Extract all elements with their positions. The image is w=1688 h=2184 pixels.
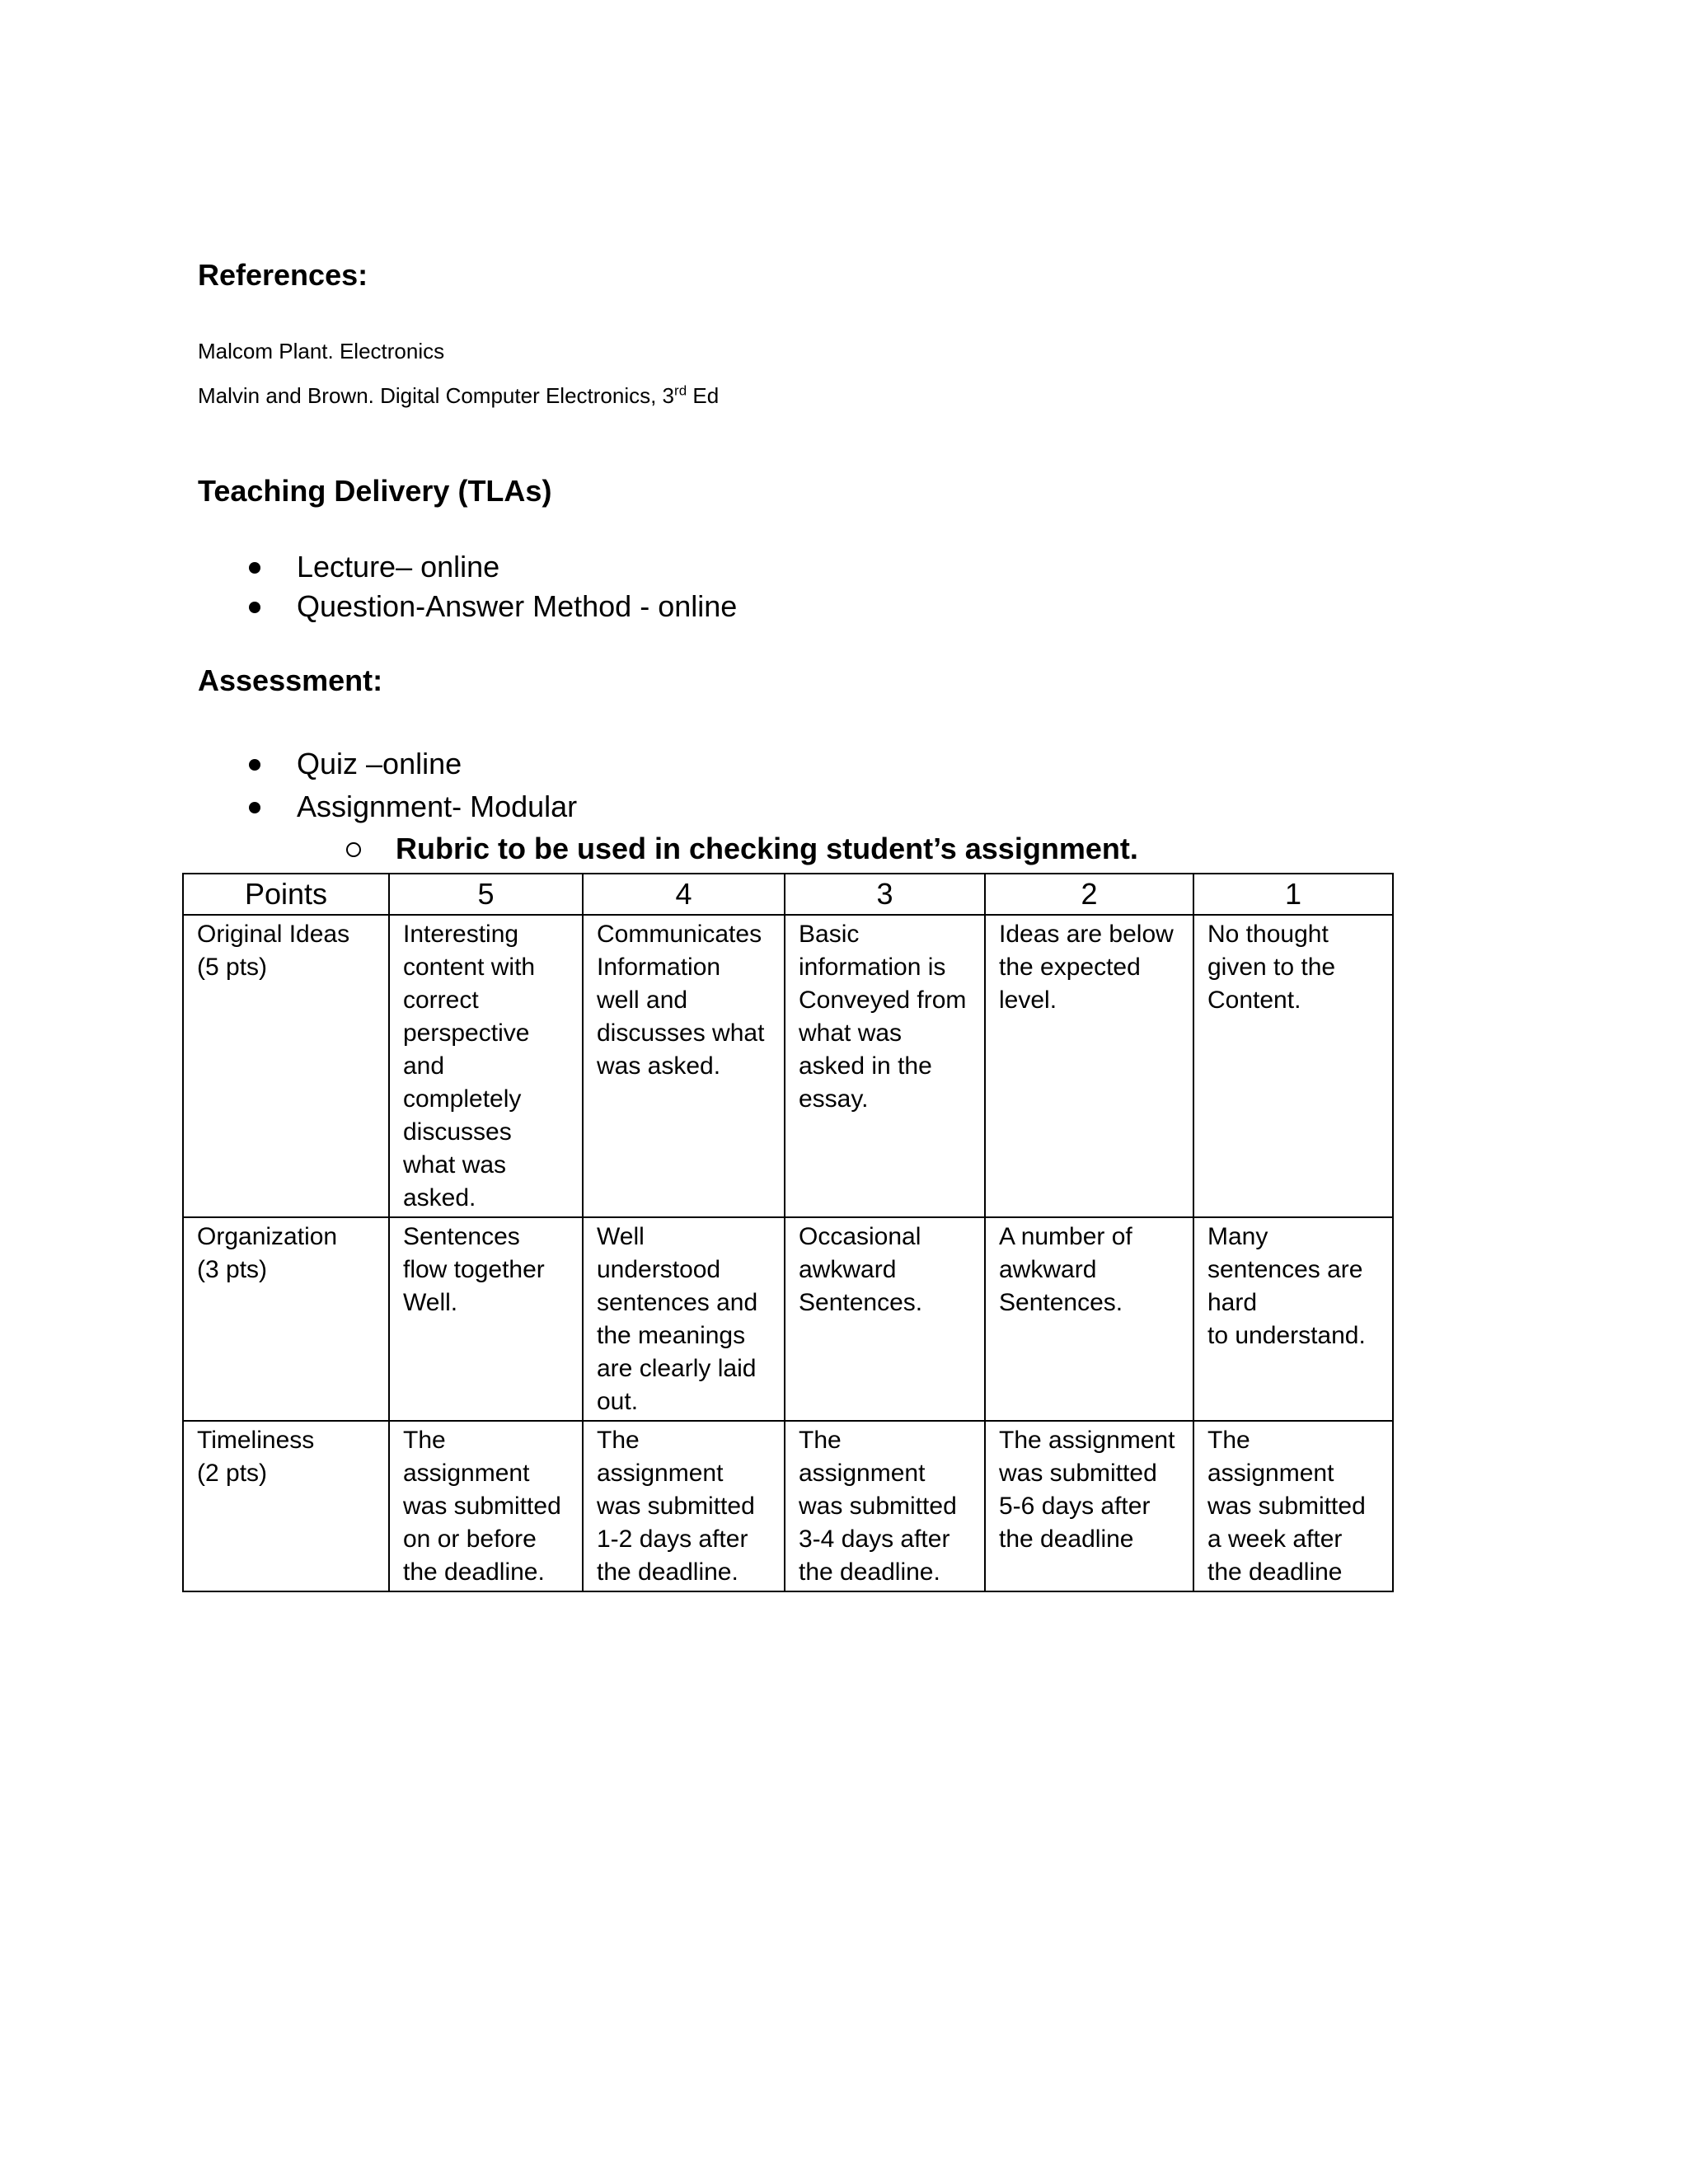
- bullet-icon: [249, 759, 260, 771]
- list-item-text: Question-Answer Method - online: [297, 589, 738, 623]
- references-heading: References:: [198, 258, 368, 292]
- table-cell: A number of awkward Sentences.: [985, 1217, 1193, 1421]
- rubric-caption: Rubric to be used in checking student’s assignment.: [396, 832, 1138, 865]
- criterion-cell: Original Ideas (5 pts): [183, 915, 389, 1217]
- table-cell: Occasional awkward Sentences.: [785, 1217, 985, 1421]
- teaching-delivery-heading: Teaching Delivery (TLAs): [198, 474, 552, 508]
- reference-suffix: Ed: [687, 383, 720, 408]
- assessment-heading: Assessment:: [198, 663, 383, 697]
- table-cell: Interesting content with correct perspective and completely discusses what was asked.: [389, 915, 583, 1217]
- rubric-table: [182, 873, 1394, 1592]
- reference-item-text: Malvin and Brown. Digital Computer Electronics, 3: [198, 383, 675, 408]
- circle-bullet-icon: [346, 842, 361, 857]
- table-cell: The assignment was submitted a week after the deadline: [1193, 1421, 1393, 1591]
- table-cell: The assignment was submitted on or before the deadline.: [389, 1421, 583, 1591]
- table-row: [183, 1217, 1393, 1421]
- reference-superscript: rd: [674, 382, 687, 399]
- table-cell: Communicates Information well and discusses what was asked.: [583, 915, 785, 1217]
- criterion-cell: Organization (3 pts): [183, 1217, 389, 1421]
- bullet-icon: [249, 602, 260, 613]
- column-header: Points: [183, 874, 389, 915]
- table-cell: Ideas are below the expected level.: [985, 915, 1193, 1217]
- table-cell: The assignment was submitted 3-4 days after the deadline.: [785, 1421, 985, 1591]
- table-row: [183, 915, 1393, 1217]
- column-header: 4: [583, 874, 785, 915]
- table-cell: The assignment was submitted 1-2 days after the deadline.: [583, 1421, 785, 1591]
- bullet-icon: [249, 562, 260, 574]
- reference-item: Malcom Plant. Electronics: [198, 339, 445, 363]
- criterion-cell: Timeliness (2 pts): [183, 1421, 389, 1591]
- table-row: [183, 1421, 1393, 1591]
- list-item-text: Quiz –online: [297, 747, 462, 780]
- column-header: 1: [1193, 874, 1393, 915]
- table-cell: Many sentences are hard to understand.: [1193, 1217, 1393, 1421]
- table-cell: No thought given to the Content.: [1193, 915, 1393, 1217]
- table-cell: The assignment was submitted 5-6 days after the deadline: [985, 1421, 1193, 1591]
- reference-item: [198, 383, 719, 409]
- table-header-row: [183, 874, 1393, 915]
- column-header: 3: [785, 874, 985, 915]
- column-header: 5: [389, 874, 583, 915]
- list-item-text: Assignment- Modular: [297, 790, 578, 823]
- table-cell: Basic information is Conveyed from what was asked in the essay.: [785, 915, 985, 1217]
- table-cell: Sentences flow together Well.: [389, 1217, 583, 1421]
- column-header: 2: [985, 874, 1193, 915]
- table-cell: Well understood sentences and the meanings are clearly laid out.: [583, 1217, 785, 1421]
- list-item-text: Lecture– online: [297, 550, 500, 583]
- bullet-icon: [249, 802, 260, 813]
